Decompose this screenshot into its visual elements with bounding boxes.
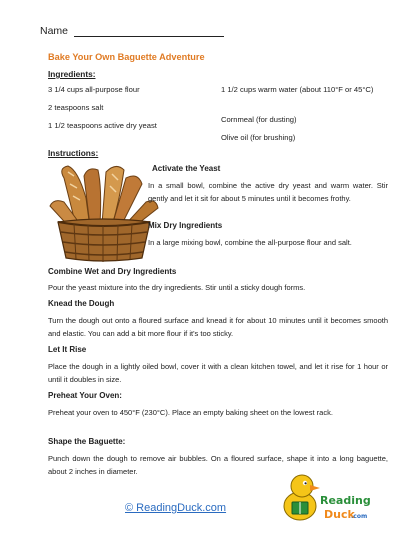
- worksheet-title: Bake Your Own Baguette Adventure: [48, 52, 205, 62]
- instructions-heading: Instructions:: [48, 148, 99, 158]
- name-blank-line[interactable]: [74, 27, 224, 37]
- ingredient-item: 1 1/2 cups warm water (about 110°F or 45°C): [221, 85, 374, 94]
- step-text: In a large mixing bowl, combine the all-purpose flour and salt.: [148, 238, 352, 247]
- step-title: Let It Rise: [48, 345, 87, 354]
- svg-text:Reading: Reading: [320, 494, 371, 507]
- step-title: Shape the Baguette:: [48, 437, 126, 446]
- bread-basket-illustration: [46, 158, 161, 265]
- ingredient-item: 3 1/4 cups all-purpose flour: [48, 85, 140, 94]
- step-text: Preheat your oven to 450°F (230°C). Place an empty baking sheet on the lowest rack.: [48, 408, 333, 417]
- svg-text:Duck: Duck: [324, 508, 355, 521]
- duck-icon: [284, 475, 320, 520]
- basket-icon: [58, 219, 150, 262]
- readingduck-link[interactable]: © ReadingDuck.com: [125, 502, 227, 514]
- worksheet-page: [28, 0, 388, 539]
- step-title: Preheat Your Oven:: [48, 391, 122, 400]
- step-text: Place the dough in a lightly oiled bowl, cover it with a clean kitchen towel, and let it rise for 1 hour or until it doubles in size.: [48, 362, 388, 384]
- step-text: In a small bowl, combine the active dry yeast and warm water. Stir gently and let it sit for about 5 minutes until it becomes frothy.: [148, 181, 388, 203]
- step-title: Activate the Yeast: [152, 164, 221, 173]
- svg-text:.com: .com: [351, 513, 368, 520]
- logo-wordmark: [318, 492, 371, 522]
- step-text: Pour the yeast mixture into the dry ingredients. Stir until a sticky dough forms.: [48, 283, 306, 292]
- name-label: Name: [40, 25, 69, 37]
- step-title: Knead the Dough: [48, 299, 115, 308]
- ingredient-item: Olive oil (for brushing): [221, 133, 296, 142]
- step-text: Turn the dough out onto a floured surface and knead it for about 10 minutes until it becomes smooth and elastic. You can add a bit more flour if it's too sticky.: [48, 316, 388, 338]
- ingredient-item: 1 1/2 teaspoons active dry yeast: [48, 121, 157, 130]
- ingredient-item: Cornmeal (for dusting): [221, 115, 297, 124]
- ingredients-heading: Ingredients:: [48, 69, 96, 79]
- name-row: [40, 25, 224, 37]
- ingredient-item: 2 teaspoons salt: [48, 103, 104, 112]
- readingduck-logo: [280, 468, 372, 528]
- step-text: Punch down the dough to remove air bubbles. On a floured surface, shape it into a long baguette, about 2 inches in diameter.: [48, 454, 388, 476]
- step-title: Combine Wet and Dry Ingredients: [48, 267, 177, 276]
- step-title: Mix Dry Ingredients: [148, 221, 223, 230]
